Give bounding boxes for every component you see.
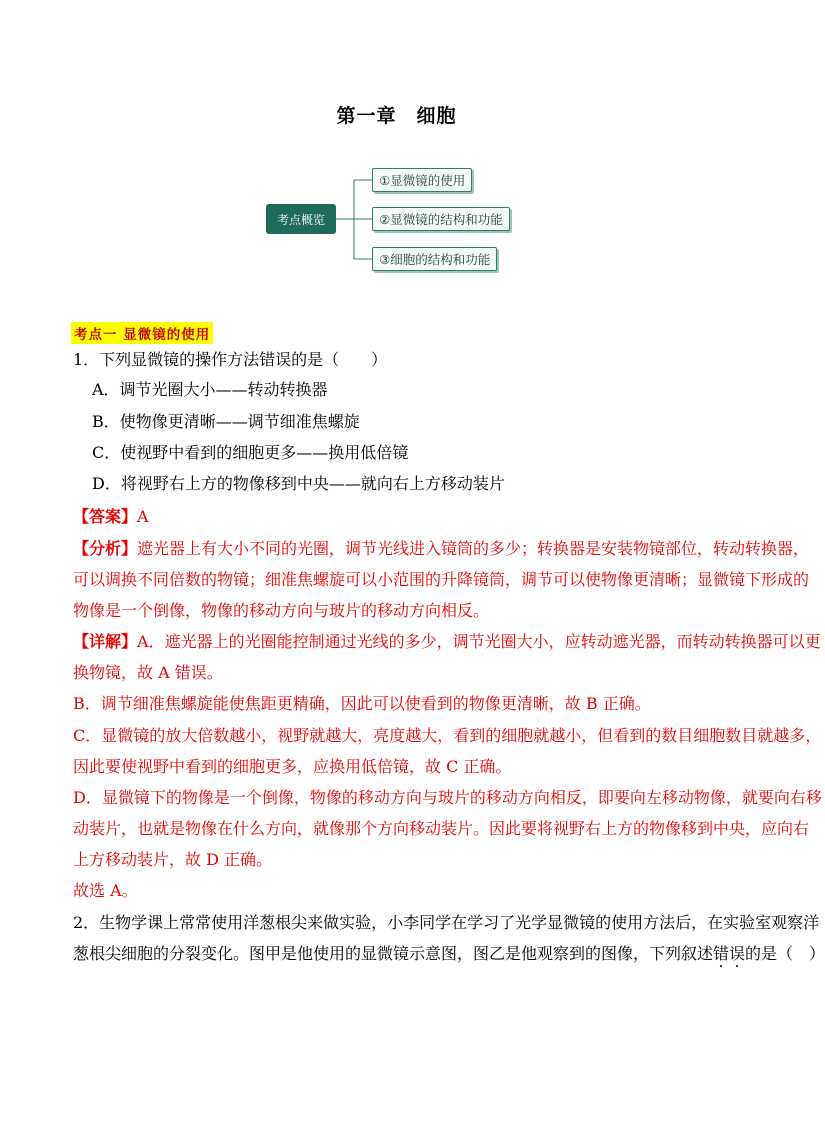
question-1-option-a: A．调节光圈大小——转动转换器 [92,380,328,399]
question-1-stem: 1．下列显微镜的操作方法错误的是（ ） [73,350,388,369]
analysis-label: 【分析】 [73,539,138,558]
answer-label: 【答案】 [73,507,138,526]
detail-line-8: 上方移动装片，故 D 正确。 [73,850,273,869]
mindmap [262,160,542,280]
detail-text-1: A．遮光器上的光圈能控制通过光线的多少，调节光圈大小，应转动遮光器，而转动转换器可以更 [137,632,821,651]
question-2-text-end: 的是（ ） [745,944,825,963]
detail-line-3: B．调节细准焦螺旋能使焦距更精确，因此可以使看到的物像更清晰，故 B 正确。 [73,694,651,713]
question-2-line-2 [73,944,825,964]
question-1-option-d: D．将视野右上方的物像移到中央——就向右上方移动装片 [92,474,505,493]
analysis-line-1 [73,539,809,559]
detail-label: 【详解】 [73,632,138,651]
section-title: 考点一 显微镜的使用 [71,322,213,344]
detail-line-1 [73,632,821,652]
question-2-line-1: 2．生物学课上常常使用洋葱根尖来做实验，小李同学在学习了光学显微镜的使用方法后，在实验室观察洋 [73,913,820,932]
detail-line-7: 动装片，也就是物像在什么方向，就像那个方向移动装片。因此要将视野右上方的物像移到中央，应向右 [73,819,810,838]
question-1-option-b: B．使物像更清晰——调节细准焦螺旋 [92,412,360,431]
question-2-text: 葱根尖细胞的分裂变化。图甲是他使用的显微镜示意图，图乙是他观察到的图像，下列叙述 [73,944,714,963]
detail-line-5: 因此要使视野中看到的细胞更多，应换用低倍镜，故 C 正确。 [73,757,512,776]
mindmap-root: 考点概览 [266,204,336,234]
emphasis-char-1: 错 [713,944,730,963]
detail-line-2: 换物镜，故 A 错误。 [73,663,223,682]
page-title: 第一章 细胞 [336,105,457,127]
analysis-line-3: 物像是一个倒像，物像的移动方向与玻片的移动方向相反。 [73,601,490,620]
question-1-option-c: C．使视野中看到的细胞更多——换用低倍镜 [92,443,409,462]
mindmap-node-3: ③细胞的结构和功能 [372,247,497,271]
emphasis-char-2: 误 [729,944,746,963]
analysis-text-1: 遮光器上有大小不同的光圈，调节光线进入镜筒的多少；转换器是安装物镜部位，转动转换器， [137,539,810,558]
detail-line-6: D．显微镜下的物像是一个倒像，物像的移动方向与玻片的移动方向相反，即要向左移动物像，就要向右移 [73,788,822,807]
mindmap-node-2: ②显微镜的结构和功能 [372,207,510,231]
answer-line [73,507,149,527]
answer-value: A [137,507,149,526]
conclusion: 故选 A。 [73,881,138,900]
analysis-line-2: 可以调换不同倍数的物镜；细准焦螺旋可以小范围的升降镜筒，调节可以使物像更清晰；显微镜下形成的 [73,570,810,589]
mindmap-node-1: ①显微镜的使用 [372,168,472,192]
detail-line-4: C．显微镜的放大倍数越小，视野就越大，亮度越大，看到的细胞就越小，但看到的数目细胞数目就越多， [73,726,822,745]
